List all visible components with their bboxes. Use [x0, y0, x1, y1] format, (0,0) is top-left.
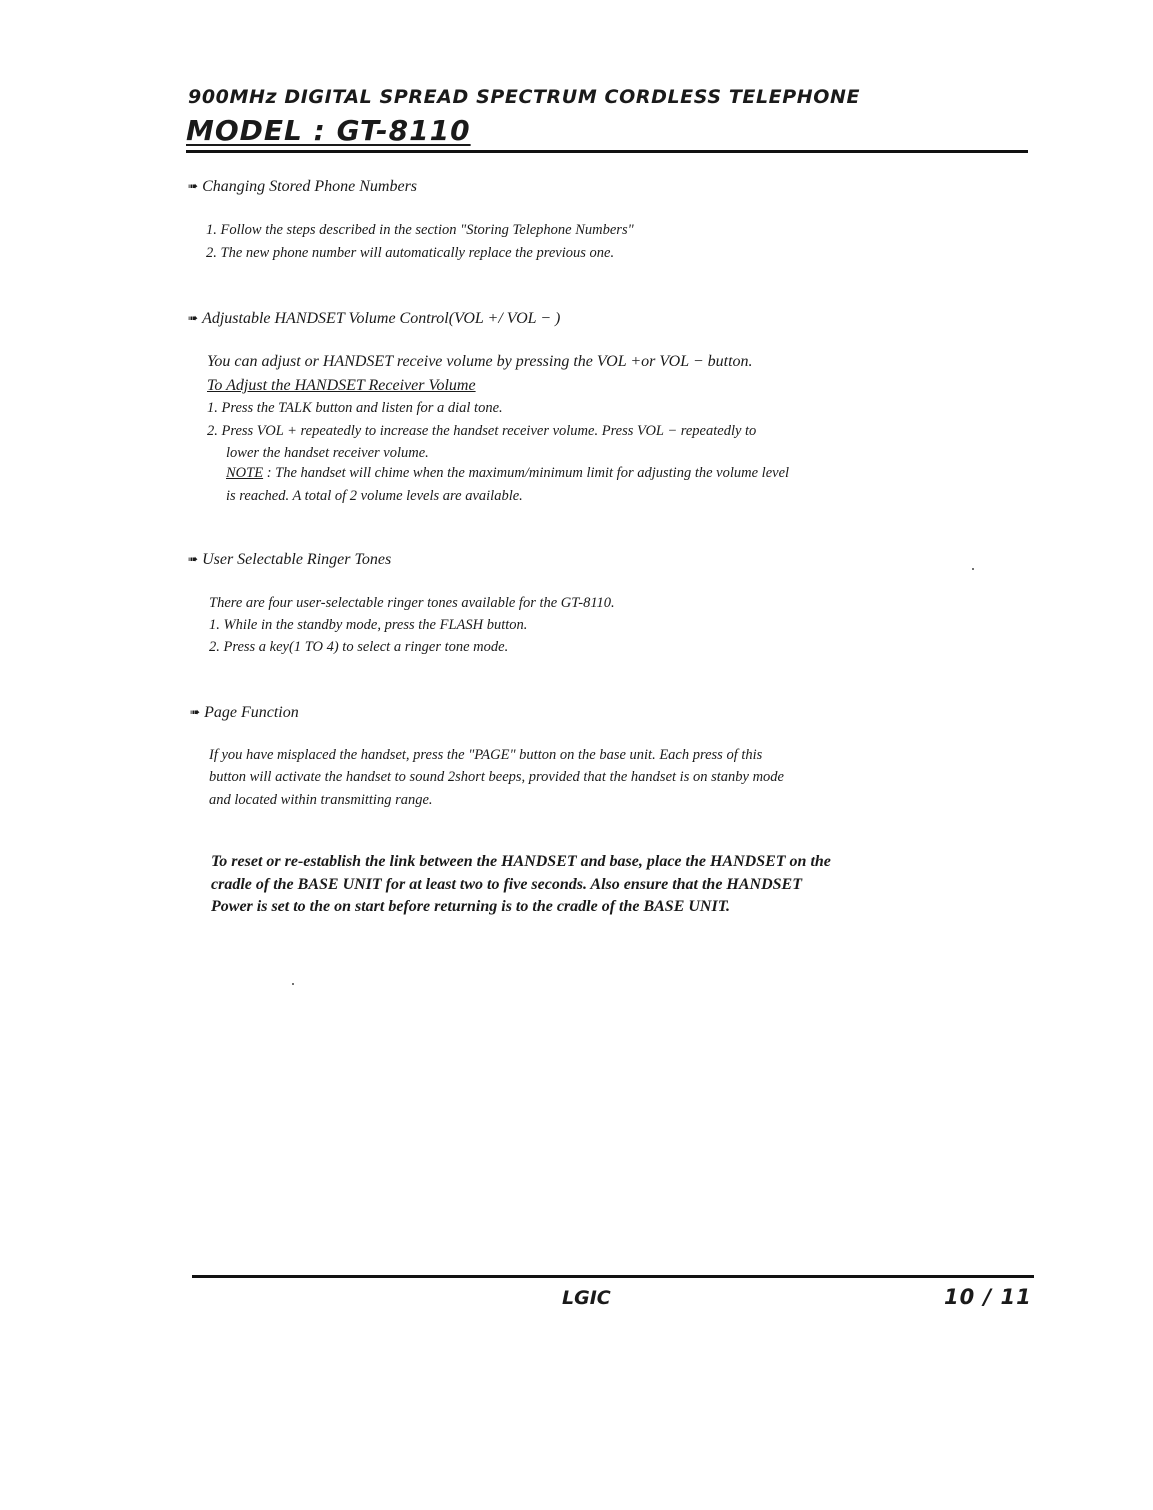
footer-brand: LGIC — [562, 1287, 611, 1309]
changing-line-1: 1. Follow the steps described in the section "Storing Telephone Numbers" — [206, 222, 634, 238]
ringer-line-2: 1. While in the standby mode, press the FLASH button. — [209, 617, 528, 633]
section-title-changing: ➠ Changing Stored Phone Numbers — [188, 178, 418, 195]
arrow-bullet-icon: ➠ — [188, 179, 199, 193]
page-line-3: and located within transmitting range. — [209, 792, 433, 808]
volume-note-cont: is reached. A total of 2 volume levels are available. — [226, 488, 523, 504]
section-title-volume: ➠ Adjustable HANDSET Volume Control(VOL +/ VOL − ) — [188, 310, 561, 327]
scan-speck — [292, 983, 294, 985]
volume-line-1: 1. Press the TALK button and listen for a dial tone. — [207, 400, 503, 416]
reset-line-2: cradle of the BASE UNIT for at least two to five seconds. Also ensure that the HANDSET — [211, 876, 802, 893]
section-title-ringer: ➠ User Selectable Ringer Tones — [188, 551, 392, 568]
header-subtitle: 900MHz DIGITAL SPREAD SPECTRUM CORDLESS TELEPHONE — [188, 86, 861, 108]
volume-line-2: 2. Press VOL + repeatedly to increase the handset receiver volume. Press VOL − repeatedly to — [207, 423, 757, 439]
scan-speck — [972, 568, 974, 570]
reset-line-3: Power is set to the on start before returning is to the cradle of the BASE UNIT. — [211, 898, 731, 915]
section-title-page: ➠ Page Function — [190, 704, 299, 721]
reset-line-1: To reset or re-establish the link between the HANDSET and base, place the HANDSET on the — [211, 853, 831, 870]
arrow-bullet-icon: ➠ — [188, 311, 199, 325]
arrow-bullet-icon: ➠ — [188, 552, 199, 566]
header-rule — [186, 150, 1028, 153]
note-label: NOTE — [226, 465, 264, 481]
volume-note: NOTE : The handset will chime when the maximum/minimum limit for adjusting the volume level — [226, 465, 790, 481]
arrow-bullet-icon: ➠ — [190, 705, 201, 719]
page-line-2: button will activate the handset to sound 2short beeps, provided that the handset is on stanby mode — [209, 769, 784, 785]
header-model: MODEL : GT-8110 — [186, 114, 471, 147]
page-line-1: If you have misplaced the handset, press the "PAGE" button on the base unit. Each press of this — [209, 747, 763, 763]
ringer-line-3: 2. Press a key(1 TO 4) to select a ringer tone mode. — [209, 639, 509, 655]
footer-page-number: 10 / 11 — [944, 1285, 1032, 1309]
ringer-line-1: There are four user-selectable ringer tones available for the GT-8110. — [209, 595, 615, 611]
changing-line-2: 2. The new phone number will automatically replace the previous one. — [206, 245, 615, 261]
volume-line-3: lower the handset receiver volume. — [226, 445, 429, 461]
footer-rule — [192, 1275, 1034, 1278]
volume-subheading: To Adjust the HANDSET Receiver Volume — [207, 377, 476, 394]
volume-intro: You can adjust or HANDSET receive volume by pressing the VOL +or VOL − button. — [207, 353, 753, 370]
